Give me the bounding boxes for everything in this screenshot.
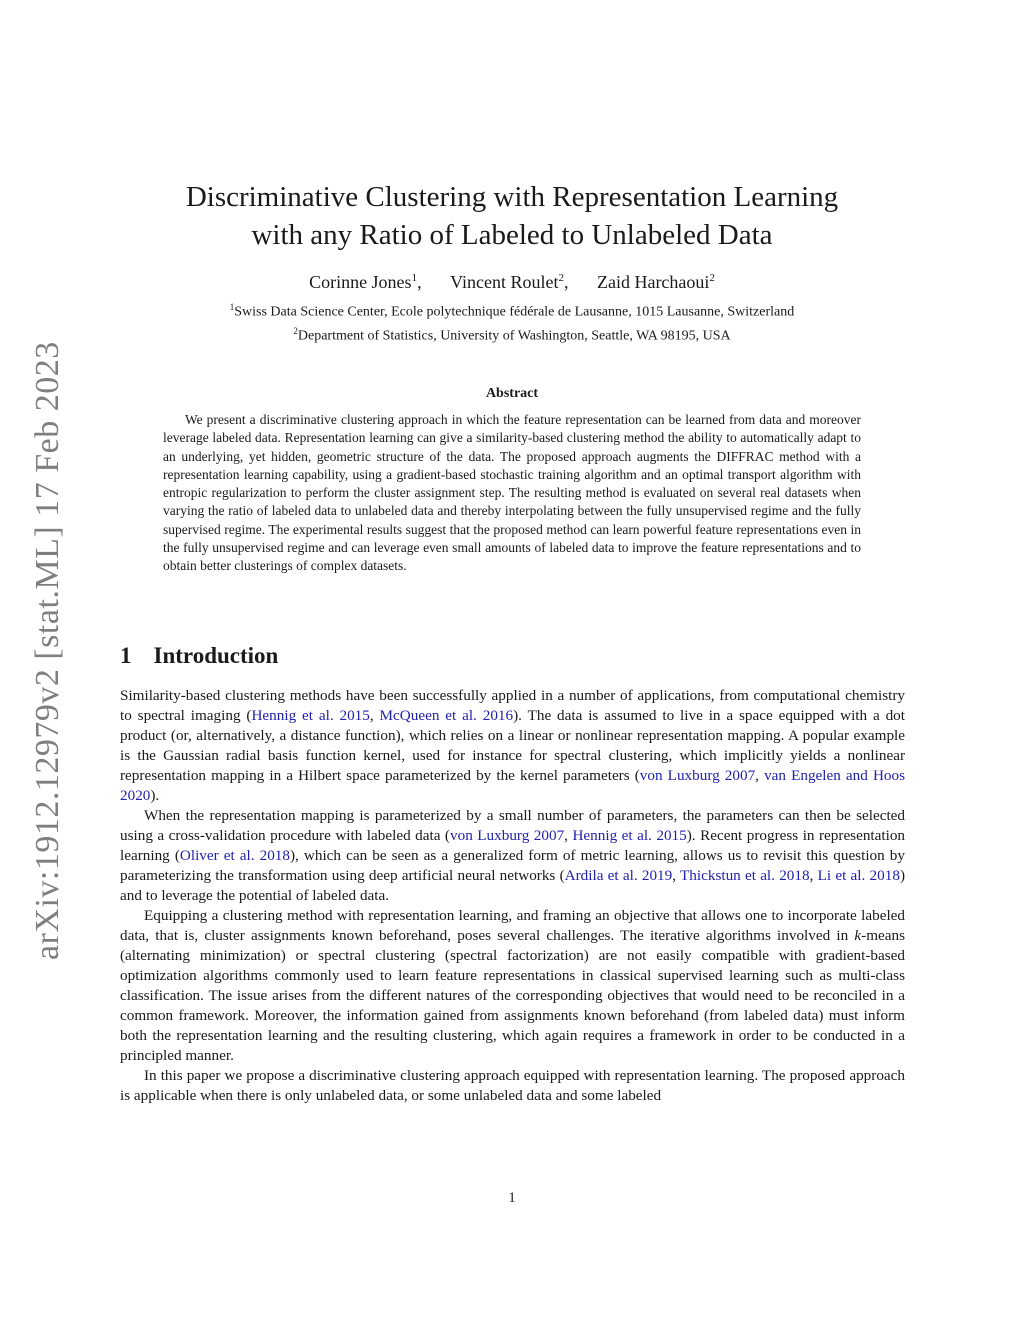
paragraph-text: When the representation mapping is parameterized by a small number of parameters, the parameters can then be selected using a cross-validation procedure with labeled data (: [120, 807, 905, 844]
affiliation-mark: 2: [293, 326, 298, 336]
citation-separator: ,: [564, 827, 573, 844]
author-affil-mark: 1: [411, 272, 418, 284]
citation-link[interactable]: Thickstun et al. 2018: [680, 867, 810, 884]
author-name: Zaid Harchaoui: [596, 272, 710, 292]
section-number: 1: [120, 643, 132, 668]
affiliation-1: [0, 302, 1024, 321]
citation-link[interactable]: van Engelen and Hoos 2020: [120, 767, 906, 804]
citation-link[interactable]: von Luxburg 2007: [639, 767, 756, 784]
paper-title: [0, 178, 1024, 254]
author-name: Vincent Roulet: [450, 272, 559, 292]
title-line-1: Discriminative Clustering with Representation Learning: [185, 181, 839, 213]
author-1: Corinne Jones$^1$,: [309, 272, 422, 292]
citation-separator: ,: [809, 867, 818, 884]
paragraph-text: Equipping a clustering method with representation learning, and framing an objective that allows one to incorporate labeled data, that is, cluster assignments known beforehand, poses several challenges. The iterative algorithms involved in: [120, 907, 905, 944]
affiliation-2: [0, 326, 1024, 345]
abstract-heading: Abstract: [485, 386, 539, 401]
affiliation-text: Swiss Data Science Center, Ecole polytechnique fédérale de Lausanne, 1015 Lausanne, Switzerland: [234, 304, 795, 320]
citation-link[interactable]: Hennig et al. 2015: [572, 827, 687, 844]
intro-paragraph-1: [120, 686, 905, 806]
paragraph-text: ). The data is assumed to live in a space equipped with a dot product (or, alternatively, a distance function), which relies on a linear or nonlinear representation mapping. A popular example is the Gaussian radial basis function kernel, used for instance for spectral clustering, which implicitly yields a nonlinear representation mapping in a Hilbert space parameterized by the kernel parameters (: [120, 707, 905, 784]
author-2: Vincent Roulet$^2$,: [450, 272, 569, 292]
paragraph-text: -means (alternating minimization) or spectral clustering (spectral factorization) are not easily compatible with gradient-based optimization algorithms commonly used to learn feature representations in classical supervised learning such as multi-class classification. The issue arises from the different natures of the corresponding objectives that would need to be reconciled in a common framework. Moreover, the information gained from assignments known beforehand (from labeled data) must inform both the representation learning and the resulting clustering, which again requires a framework in order to be conducted in a principled manner.: [120, 927, 905, 1064]
math-variable-k: k: [854, 927, 862, 944]
citation-link[interactable]: Hennig et al. 2015: [251, 707, 370, 724]
paragraph-text: ) and to leverage the potential of labeled data.: [120, 867, 905, 904]
paragraph-text: ).: [150, 787, 160, 804]
citation-separator: ,: [369, 707, 380, 724]
citation-link[interactable]: Ardila et al. 2019: [564, 867, 673, 884]
paragraph-text: ), which can be seen as a generalized form of metric learning, allows us to revisit this question by parameterizing the transformation using deep artificial neural networks (: [120, 847, 905, 884]
author-affil-mark: 2: [558, 272, 564, 284]
affiliation-text: Department of Statistics, University of Washington, Seattle, WA 98195, USA: [297, 328, 731, 344]
author-affil-mark: 2: [709, 272, 715, 284]
section-heading-introduction: [120, 643, 278, 669]
paragraph-text: ). Recent progress in representation learning (: [120, 827, 906, 864]
intro-paragraph-4: In this paper we propose a discriminative clustering approach equipped with representation learning. The proposed approach is applicable when there is only unlabeled data, or some unlabeled data and some labeled: [120, 1067, 905, 1104]
author-name: Corinne Jones: [309, 272, 412, 292]
introduction-body: [120, 686, 905, 1106]
citation-link[interactable]: von Luxburg 2007: [450, 827, 565, 844]
section-title: Introduction: [153, 643, 279, 668]
arxiv-identifier-stamp: arXiv:1912.12979v2 [stat.ML] 17 Feb 2023: [29, 341, 66, 960]
page-number: 1: [508, 1190, 516, 1206]
citation-separator: ,: [755, 767, 765, 784]
intro-paragraph-2: [120, 806, 905, 906]
title-line-2: with any Ratio of Labeled to Unlabeled Data: [251, 219, 773, 251]
author-3: [597, 272, 715, 292]
author-list: [0, 272, 1024, 293]
paragraph-text: Similarity-based clustering methods have been successfully applied in a number of applications, from computational chemistry to spectral imaging (: [120, 687, 905, 724]
citation-link[interactable]: Oliver et al. 2018: [179, 847, 290, 864]
intro-paragraph-3: [120, 906, 905, 1066]
citation-link[interactable]: McQueen et al. 2016: [379, 707, 514, 724]
citation-link[interactable]: Li et al. 2018: [817, 867, 900, 884]
affiliation-mark: 1: [229, 302, 235, 312]
citation-separator: ,: [672, 867, 681, 884]
abstract-body: We present a discriminative clustering approach in which the feature representation can be learned from data and moreover leverage labeled data. Representation learning can give a similarity-based clustering method the ability to automatically adapt to an underlying, yet hidden, geometric structure of the data. The proposed approach augments the DIFFRAC method with a representation learning capability, using a gradient-based stochastic training algorithm and an optimal transport algorithm with entropic regularization to perform the cluster assignment step. The resulting method is evaluated on several real datasets when varying the ratio of labeled data to unlabeled data and thereby interpolating between the fully unsupervised regime and the fully supervised regime. The experimental results suggest that the proposed method can learn powerful feature representations even in the fully unsupervised regime and can leverage even small amounts of labeled data to improve the feature representations and to obtain better clusterings of complex datasets.: [163, 412, 861, 574]
